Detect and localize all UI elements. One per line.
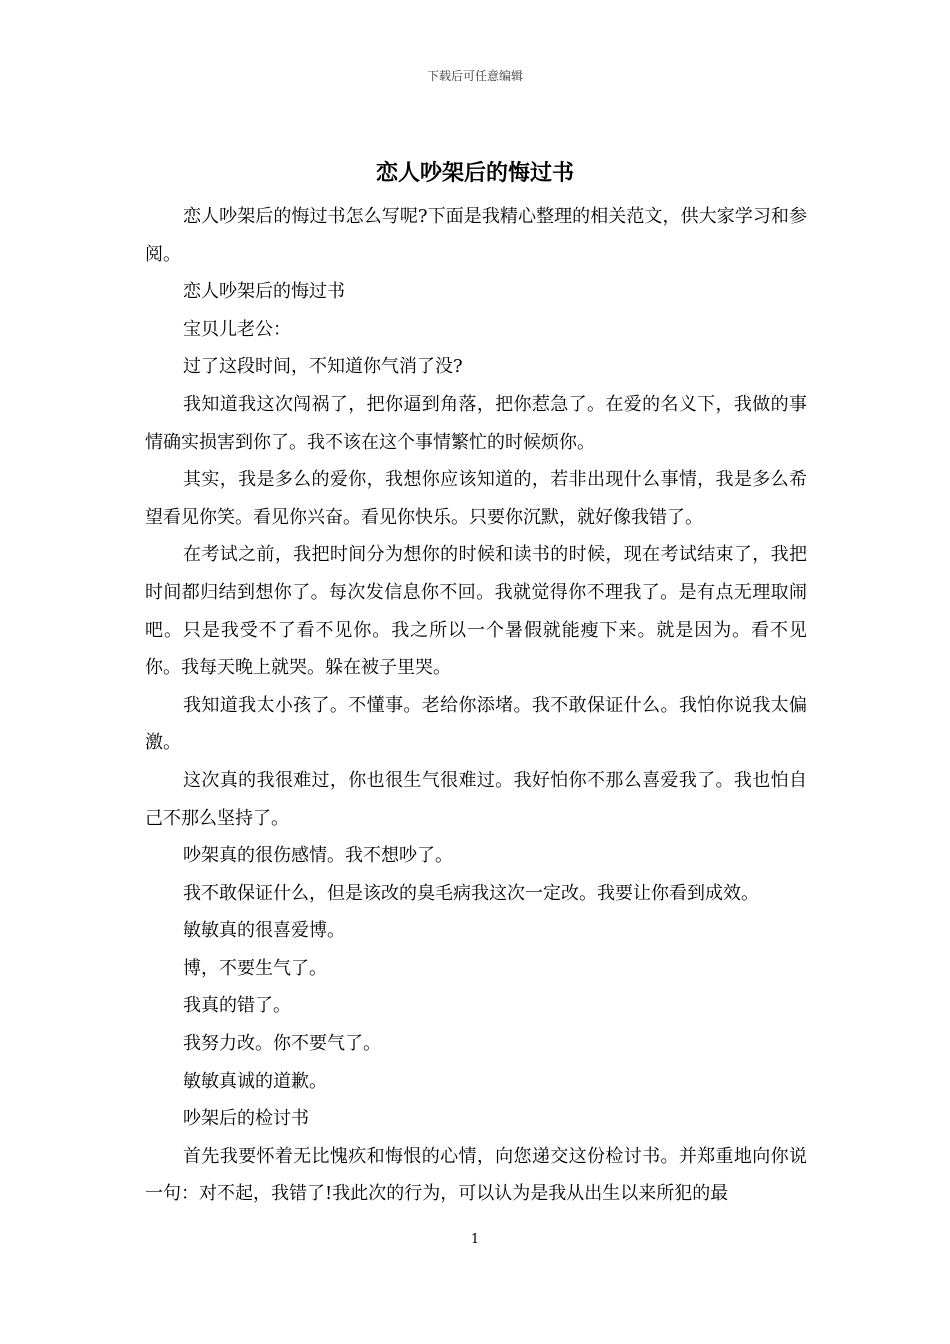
paragraph-salutation: 宝贝儿老公： [183,318,291,340]
paragraph: 我不敢保证什么，但是该改的臭毛病我这次一定改。我要让你看到成效。 [183,882,759,904]
paragraph-section-heading: 吵架后的检讨书 [183,1108,309,1130]
paragraph: 在考试之前，我把时间分为想你的时候和读书的时候，现在考试结束了，我把时间都归结到想你了。每次发信息你不回。我就觉得你不理我了。是有点无理取闹吧。只是我受不了看不见你。我之所以一个暑假就能瘦下来。就是因为。看不见你。我每天晚上就哭。躲在被子里哭。 [145,544,807,679]
paragraph: 这次真的我很难过，你也很生气很难过。我好怕你不那么喜爱我了。我也怕自己不那么坚持了。 [145,769,807,829]
document-body [145,198,807,1213]
paragraph: 我知道我太小孩了。不懂事。老给你添堵。我不敢保证什么。我怕你说我太偏激。 [145,694,807,754]
page-header: 下载后可任意编辑 [426,69,523,83]
paragraph: 敏敏真的很喜爱博。 [183,920,345,942]
paragraph: 吵架真的很伤感情。我不想吵了。 [183,845,453,867]
paragraph: 我知道我这次闯祸了，把你逼到角落，把你惹急了。在爱的名义下，我做的事情确实损害到你了。我不该在这个事情繁忙的时候烦你。 [145,393,807,453]
paragraph-subtitle: 恋人吵架后的悔过书 [183,281,345,303]
paragraph: 博，不要生气了。 [183,957,327,979]
paragraph: 我真的错了。 [183,995,291,1017]
paragraph: 其实，我是多么的爱你，我想你应该知道的，若非出现什么事情，我是多么希望看见你笑。看见你兴奋。看见你快乐。只要你沉默，就好像我错了。 [145,469,807,528]
paragraph: 我努力改。你不要气了。 [183,1033,381,1055]
paragraph: 首先我要怀着无比愧疚和悔恨的心情，向您递交这份检讨书。并郑重地向你说一句：对不起，我错了!我此次的行为，可以认为是我从出生以来所犯的最 [145,1145,807,1205]
paragraph: 过了这段时间，不知道你气消了没? [183,356,463,378]
paragraph: 敏敏真诚的道歉。 [183,1070,327,1092]
document-title: 恋人吵架后的悔过书 [375,160,574,186]
paragraph-intro: 恋人吵架后的悔过书怎么写呢?下面是我精心整理的相关范文，供大家学习和参阅。 [145,206,807,265]
page-number: 1 [470,1232,480,1247]
